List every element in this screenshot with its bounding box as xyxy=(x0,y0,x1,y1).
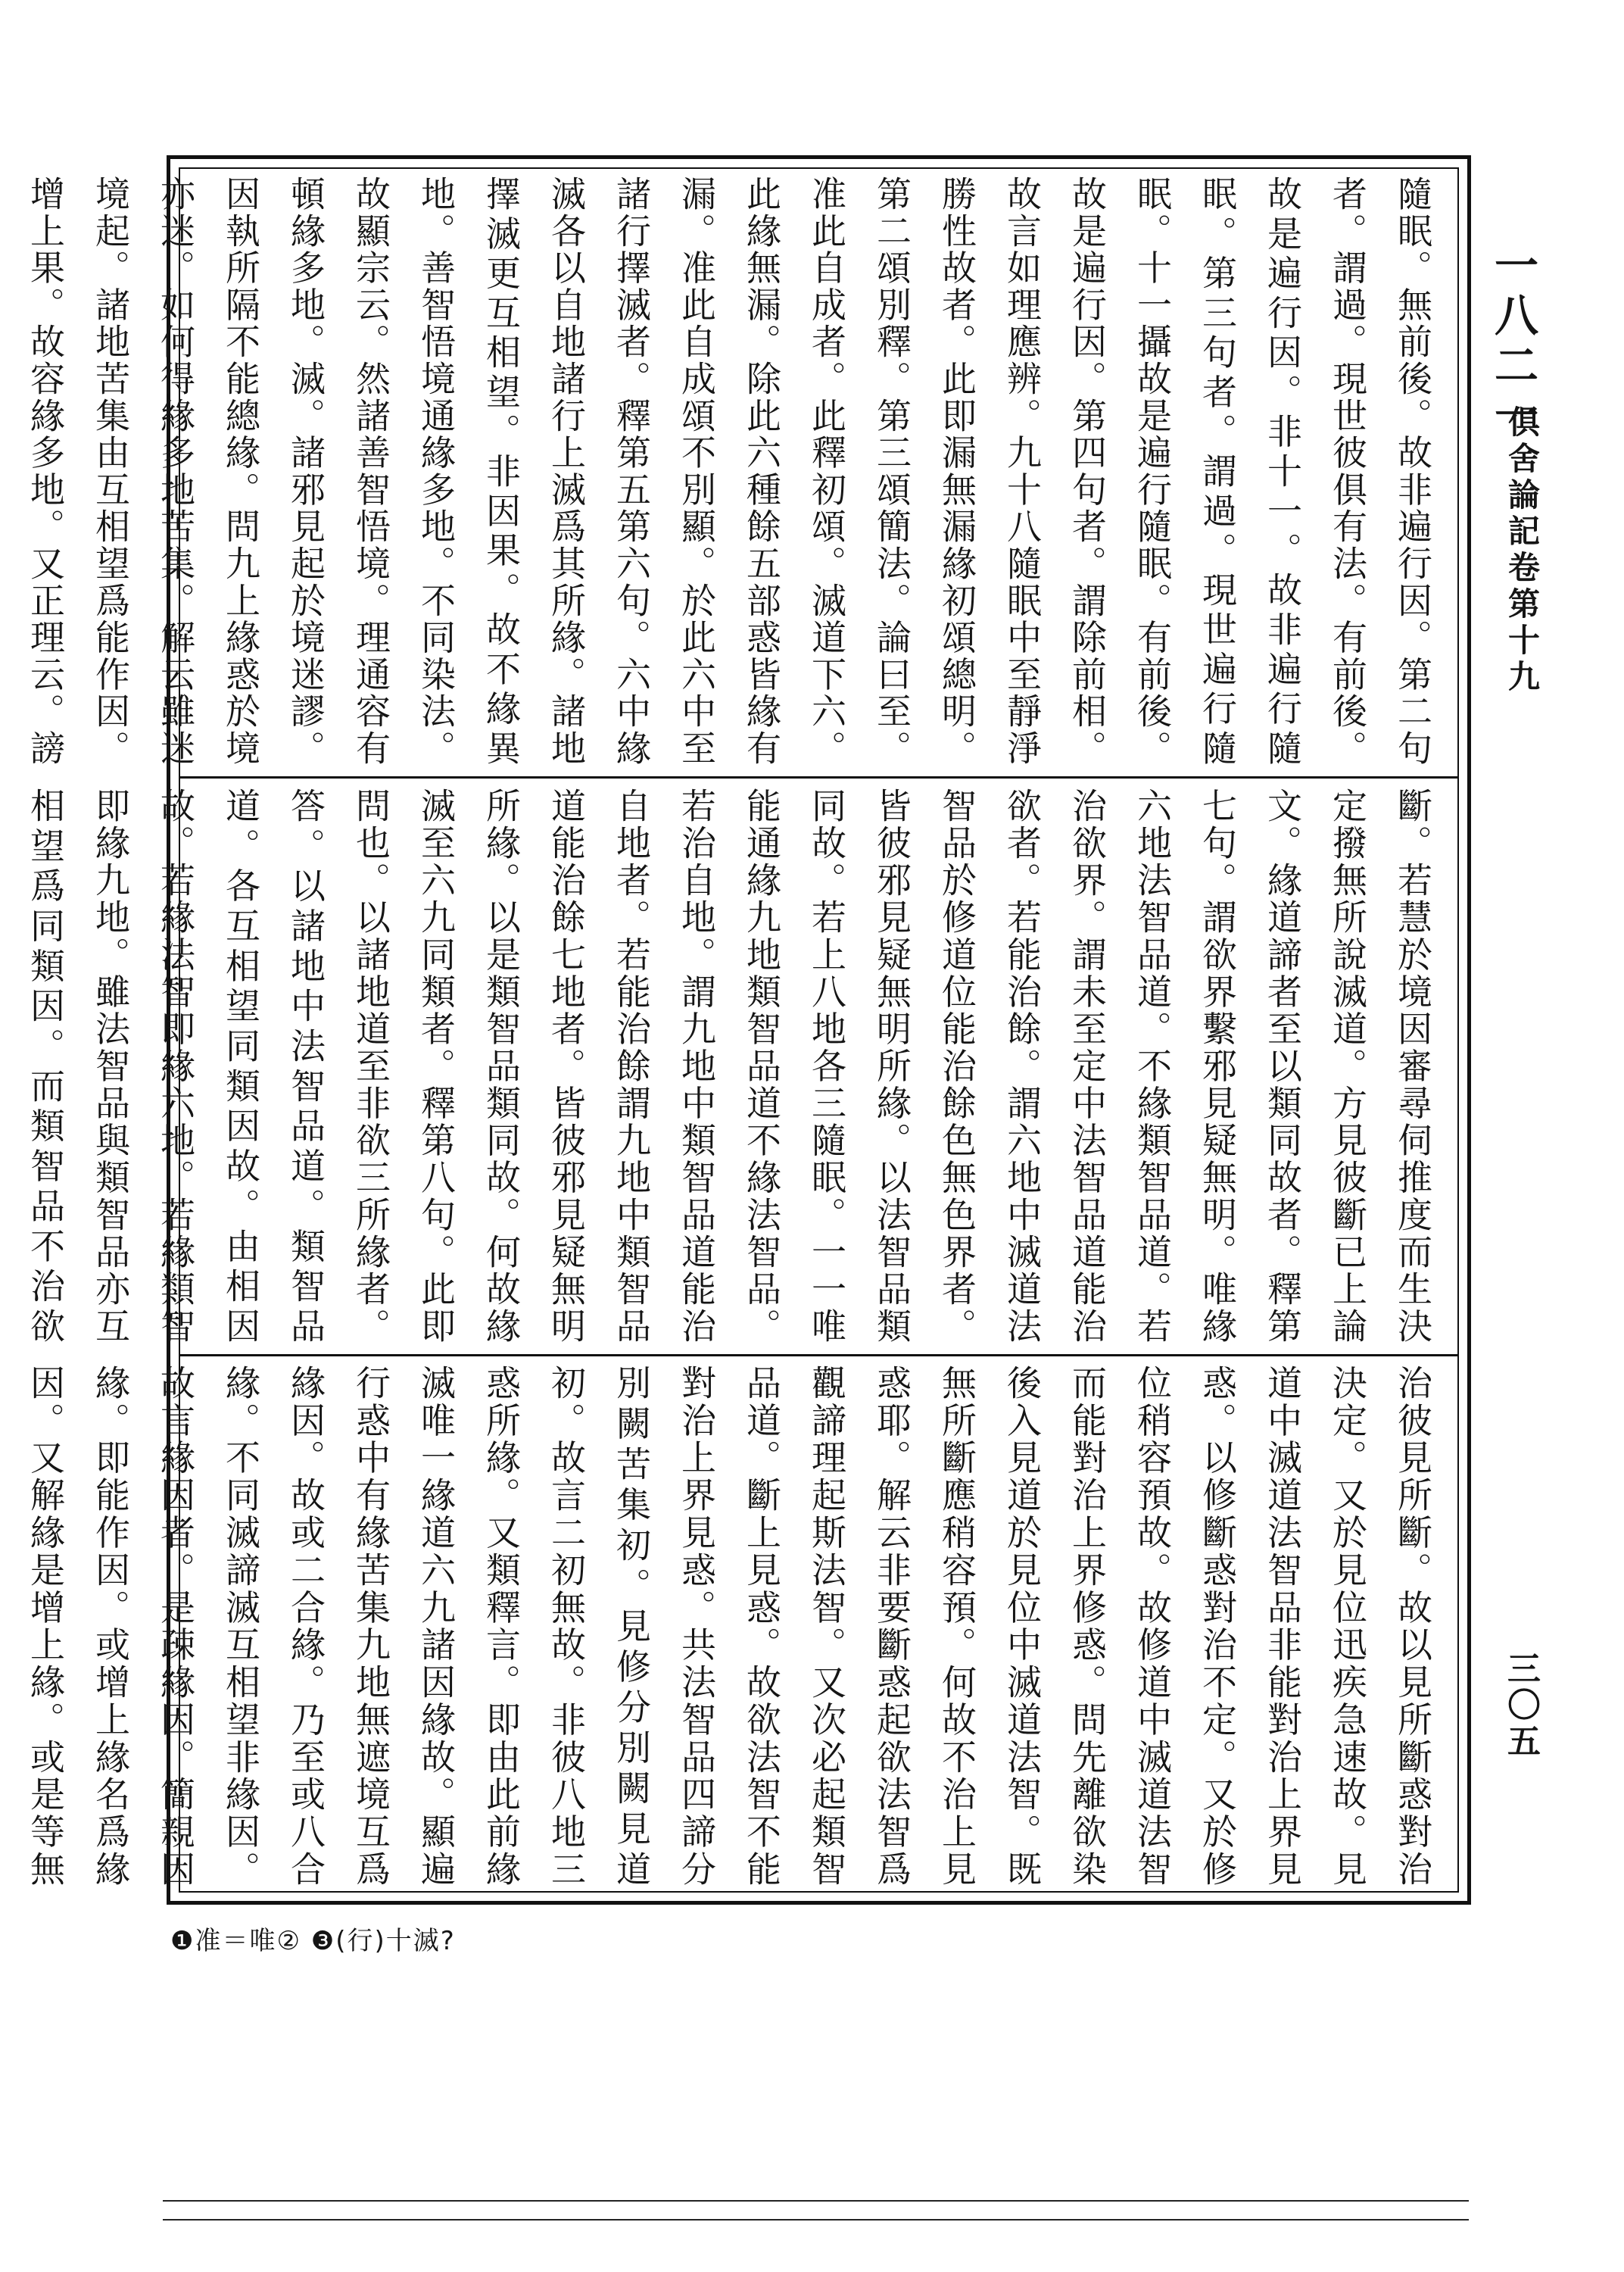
band-divider-2 xyxy=(179,1354,1459,1356)
page-number: 一八二一 xyxy=(1487,242,1538,442)
folio-number: 三〇五 xyxy=(1501,1651,1540,1760)
text-band-lower-content: 治彼見所斷。故以見所斷惑對治決定。又於見位迅疾急速故。見道中滅道法智品非能對治上界見惑。以修斷惑對治不定。又於修位稍容預故。故修道中滅道法智而能對治上界修惑。問先離欲染後入見道於見位中滅道法智。既無所斷應稍容預。何故不治上見惑耶。解云非要斷惑起欲法智爲觀諦理起斯法智。又次必起類智品道。斷上見惑。故欲法智不能對治上界見惑。共法智品四諦分別闕苦集初。見修分別闕見道初。故言二初無故。非彼八地三惑所緣。又類釋言。即由此前緣滅唯一緣道六九諸因緣故。顯遍行惑中有緣苦集九地無遮境互爲緣因。故或二合緣。乃至或八合緣。不同滅諦滅互相望非緣因。故言緣因者。是疎緣因。簡親因緣。即能作因。或增上緣名爲緣因。又解緣是增上緣。或是等無 xyxy=(25,1365,1433,1887)
band-divider-1 xyxy=(179,776,1459,779)
book-title: 俱舍論記卷第十九 xyxy=(1504,405,1541,696)
text-band-upper-content: 隨眠。無前後。故非遍行因。第二句者。謂過。現世彼俱有法。有前後。故是遍行因。非十一。故非遍行隨眠。第三句者。謂過。現世遍行隨眠。十一攝故是遍行隨眠。有前後。故是遍行因。第四句者。謂除前相。故言如理應辨。九十八隨眠中至靜淨勝性故者。此即漏無漏緣初頌總明。第二頌別釋。第三頌簡法。論曰至。准此自成者。此釋初頌。滅道下六。此緣無漏。除此六種餘五部惑皆緣有漏。准此自成頌不別顯。於此六中至諸行擇滅者。釋第五第六句。六中緣滅各以自地諸行上滅爲其所緣。諸地擇滅更互相望。非因果。故不緣異地。善智悟境通緣多地。不同染法。故顯宗云。然諸善智悟境。理通容有頓緣多地。滅。諸邪見起於境迷謬。因執所隔不能總緣。問九上緣惑於境亦迷。如何得緣多地苦集。解云雖迷境起。諸地苦集由互相望爲能作因。增上果。故容緣多地。又正理云。謗 xyxy=(25,176,1433,766)
footnote: ❶准＝唯② ❸(行)十滅? xyxy=(170,1926,456,1956)
text-band-upper xyxy=(25,176,1445,766)
text-band-middle xyxy=(25,788,1445,1344)
bottom-rule-2 xyxy=(163,2219,1469,2221)
text-band-lower xyxy=(25,1365,1445,1887)
bottom-rule-1 xyxy=(163,2200,1469,2202)
text-band-middle-content: 斷。若慧於境因審尋伺推度而生決定撥無所說滅道。方見彼斷已上論文。緣道諦者至以類同故者。釋第七句。謂欲界繫邪見疑無明。唯緣六地法智品道。不緣類智品道。若治欲界。謂未至定中法智品道能治欲者。若能治餘。謂六地中滅道法智品於修道位能治餘色無色界者。皆彼邪見疑無明所緣。以法智品類同故。若上八地各三隨眠。一一唯能通緣九地類智品道不緣法智品。若治自地。謂九地中類智品道能治自地者。若能治餘謂九地中類智品道能治餘七地者。皆彼邪見疑無明所緣。以是類智品類同故。何故緣滅至六九同類者。釋第八句。此即問也。以諸地道至非欲三所緣者。答。以諸地中法智品道。類智品道。各互相望同類因故。由相因故。若緣法智即緣六地。若緣類智即緣九地。雖法智品與類智品亦互相望爲同類因。而類智品不治欲 xyxy=(25,788,1433,1344)
